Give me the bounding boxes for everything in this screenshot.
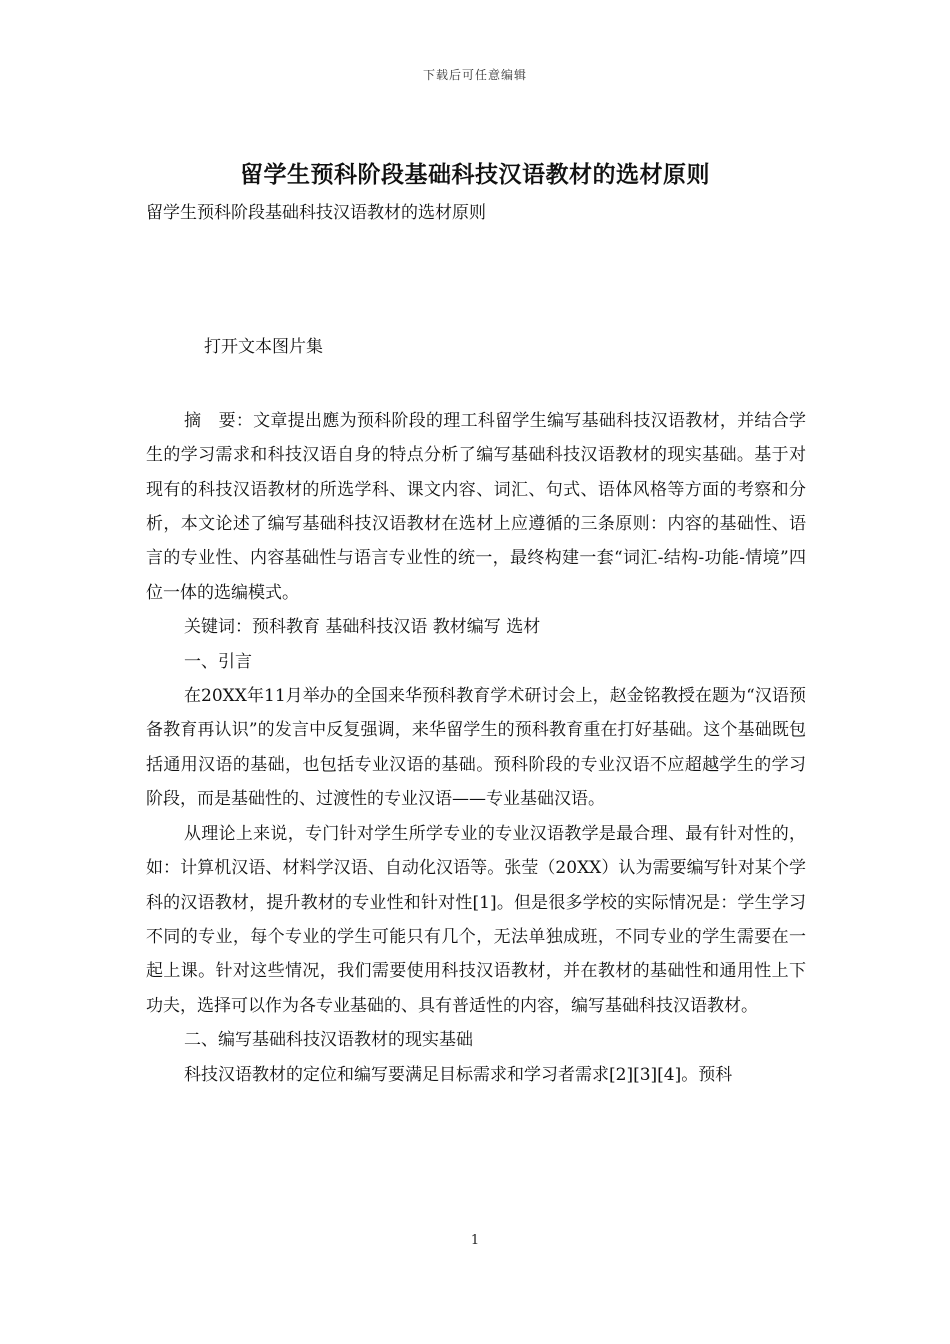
body-paragraph: 科技汉语教材的定位和编写要满足目标需求和学习者需求[2][3][4]。预科 [184, 1064, 733, 1085]
header-note: 下载后可任意编辑 [422, 68, 527, 82]
document-title: 留学生预科阶段基础科技汉语教材的选材原则 [240, 161, 710, 188]
page-number: 1 [470, 1233, 480, 1248]
body-paragraph: 在20XX年11月举办的全国来华预科教育学术研讨会上，赵金铭教授在题为“汉语预备教育再认识”的发言中反复强调，来华留学生的预科教育重在打好基础。这个基础既包括通用汉语的基础，也包括专业汉语的基础。预科阶段的专业汉语不应超越学生的学习阶段，而是基础性的、过渡性的专业汉语——专业基础汉语。 [146, 686, 806, 810]
section-heading-introduction: 一、引言 [184, 651, 252, 672]
image-gallery-link[interactable]: 打开文本图片集 [204, 337, 323, 358]
keywords-line: 关键词：预科教育 基础科技汉语 教材编写 选材 [184, 617, 541, 638]
section-heading-basis: 二、编写基础科技汉语教材的现实基础 [184, 1030, 473, 1051]
document-subtitle: 留学生预科阶段基础科技汉语教材的选材原则 [146, 203, 486, 223]
document-body [146, 196, 806, 1092]
abstract-paragraph: 摘 要：文章提出應为预科阶段的理工科留学生编写基础科技汉语教材，并结合学生的学习需求和科技汉语自身的特点分析了编写基础科技汉语教材的现实基础。基于对现有的科技汉语教材的所选学科、课文内容、词汇、句式、语体风格等方面的考察和分析，本文论述了编写基础科技汉语教材在选材上应遵循的三条原则：内容的基础性、语言的专业性、内容基础性与语言专业性的统一，最终构建一套“词汇-结构-功能-情境”四位一体的选编模式。 [146, 410, 806, 603]
body-paragraph: 从理论上来说，专门针对学生所学专业的专业汉语教学是最合理、最有针对性的，如：计算机汉语、材料学汉语、自动化汉语等。张莹（20XX）认为需要编写针对某个学科的汉语教材，提升教材的专业性和针对性[1]。但是很多学校的实际情况是：学生学习不同的专业，每个专业的学生可能只有几个，无法单独成班，不同专业的学生需要在一起上课。针对这些情况，我们需要使用科技汉语教材，并在教材的基础性和通用性上下功夫，选择可以作为各专业基础的、具有普适性的内容，编写基础科技汉语教材。 [146, 823, 806, 1016]
